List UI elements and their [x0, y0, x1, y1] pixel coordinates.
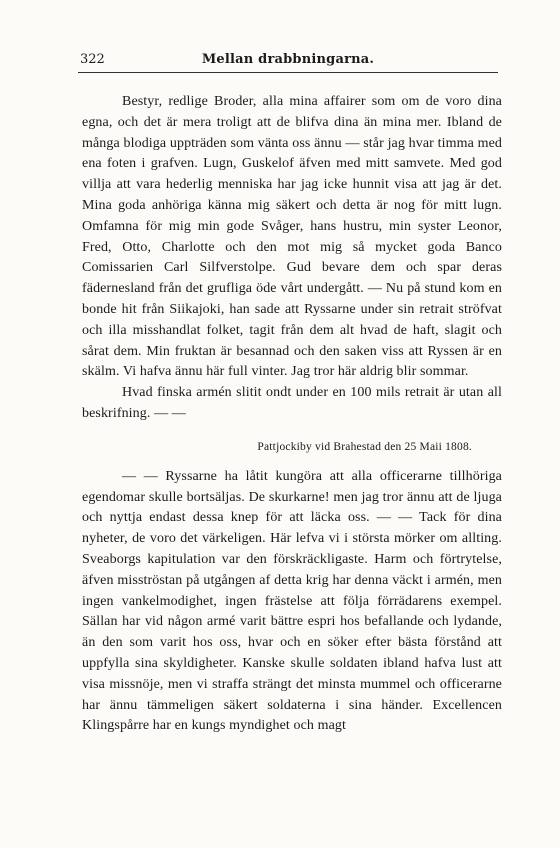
dateline: Pattjockiby vid Brahestad den 25 Maii 1808. [257, 440, 472, 453]
page-body [82, 92, 502, 737]
paragraph: Hvad finska armén slitit ondt under en 100 mils retrait är utan all beskrifning. — — [82, 385, 502, 421]
page-header [78, 48, 498, 73]
paragraph: — — Ryssarne ha låtit kungöra att alla officerarne tillhöriga egendomar skulle bortsäljas. De skurkarne! men jag tror ännu att de ljuga och nyttja endast dessa knep för att läcka oss. — — Tack för dina nyheter, de voro det värkeligen. Här lefva vi i största mörker om allting. Sveaborgs kapitulation var den förskräckligaste. Harm och förtrytelse, äfven misströstan på utgången af detta krig har denna väckt i armén, men ingen vankelmodighet, ingen frästelse att följa förrädarens exempel. Sällan har vid någon armé varit bättre espri hos befallande och lydande, än den som varit hos oss, hvar och en söker efter bästa förstånd att uppfylla sina skyldigheter. Kanske skulle soldaten ibland hafva lust att visa missnöje, men vi straffa strängt det minsta mummel och officerarne har ännu tämmeligen säkert soldaterna i sina händer. Excellencen Klingspårre har en kungs myndighet och magt [82, 468, 502, 734]
running-head: Mellan drabbningarna. [201, 52, 375, 67]
paragraph: Bestyr, redlige Broder, alla mina affairer som om de voro dina egna, och det är mera troligt att de blifva dina än mina mer. Ibland de många blodiga uppträden som vänta oss ännu — står jag hvar timma med ena foten i grafven. Lugn, Guskelof äfven med mitt samvete. Med god villja att vara hederlig menniska har jag icke hunnit visa att jag är det. Mina goda anhöriga känna mig säkert och detta är nog för mitt lugn. Omfamna för mig min gode Svåger, hans hustru, min syster Leonor, Fred, Otto, Charlotte och den mot mig så mycket goda Banco Comissarien Carl Silfverstolpe. Gud bevare dem och spar deras fädernesland från det grufliga öde vårt undergått. — Nu på stund kom en bonde hit från Siikajoki, han sade att Ryssarne under sin retrait ströfvat och illa misshandlat folket, tagit från dem alt hvad de haft, slagit och sårat dem. Min fruktan är besannad och den saken viss att Ryssen är en skälm. Vi hafva ännu här full vinter. Jag tror här aldrig blir sommar. [82, 94, 502, 380]
page-number: 322 [80, 52, 105, 67]
